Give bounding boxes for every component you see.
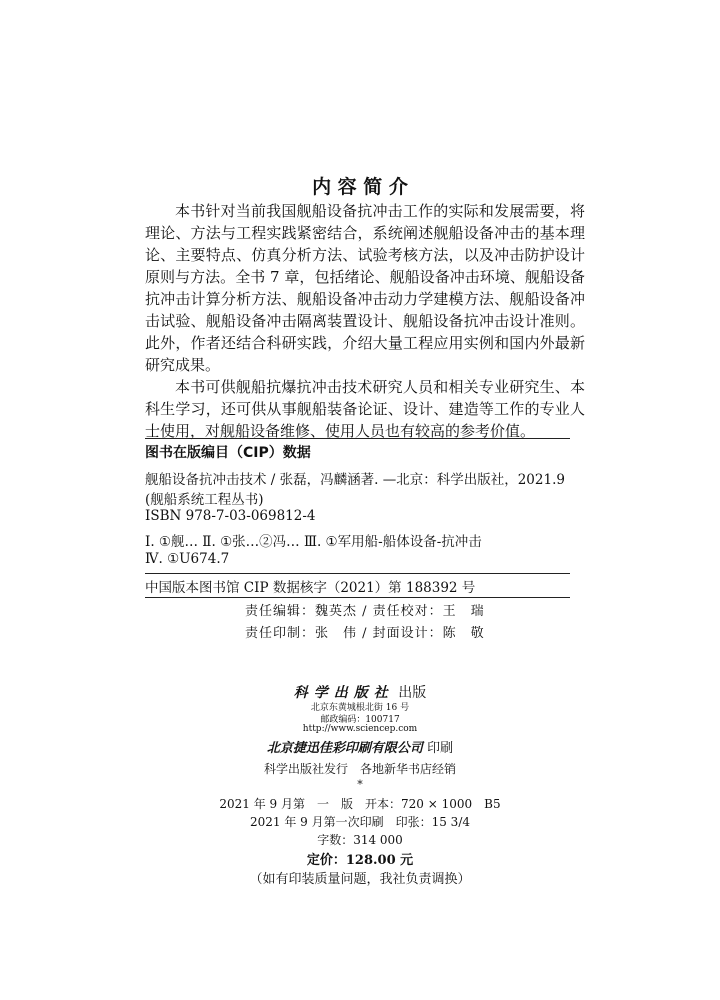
cip-bottom-rule — [145, 597, 570, 598]
cip-isbn: ISBN 978-7-03-069812-4 — [145, 508, 316, 524]
printer-logo: 北京捷迅佳彩印刷有限公司 — [266, 741, 423, 756]
publisher-line — [0, 682, 720, 702]
publisher-postcode: 邮政编码：100717 — [320, 715, 400, 725]
cip-title-line: 舰船设备抗冲击技术 / 张磊，冯麟涵著. —北京：科学出版社，2021.9 — [145, 472, 565, 488]
cip-top-rule — [145, 438, 570, 439]
page-title: 内 容 简 介 — [312, 176, 408, 198]
publisher-url: http://www.sciencep.com — [302, 724, 418, 734]
credits-line-2: 责任印制：张 伟 / 封面设计：陈 敬 — [245, 626, 485, 641]
price-label: 定价： — [306, 853, 346, 868]
cip-number: 中国版本图书馆 CIP 数据核字（2021）第 188392 号 — [145, 580, 476, 596]
intro-paragraph-1: 本书针对当前我国舰船设备抗冲击工作的实际和发展需要，将理论、方法与工程实践紧密结合，系统阐述舰船设备冲击的基本理论、主要特点、仿真分析方法、试验考核方法，以及冲击防护设计原则与方法。全书 7 章，包括绪论、舰船设备冲击环境、舰船设备抗冲击计算分析方法、舰船设备冲击动力学建模方法、舰船设备冲击试验、舰船设备冲击隔离装置设计、舰船设备抗冲击设计准则。此外，作者还结合科研实践，介绍大量工程应用实例和国内外最新研究成果。 — [145, 202, 585, 374]
cip-classification-2: Ⅳ. ①U674.7 — [145, 551, 230, 567]
cip-classification: Ⅰ. ①舰… Ⅱ. ①张…②冯… Ⅲ. ①军用船-船体设备-抗冲击 — [145, 534, 482, 550]
publisher-logo: 科学出版社 — [293, 685, 394, 701]
word-count: 字数：314 000 — [317, 833, 403, 847]
credits-line-1: 责任编辑：魏英杰 / 责任校对：王 瑞 — [245, 604, 485, 619]
printer-line — [0, 737, 720, 756]
intro-text — [145, 200, 585, 442]
cip-series: (舰船系统工程丛书) — [145, 492, 264, 508]
edition-line-2: 2021 年 9 月第一次印刷 印张：15 3/4 — [249, 815, 470, 829]
separator-star: * — [357, 778, 363, 791]
printer-suffix: 印刷 — [427, 741, 454, 756]
publisher-address: 北京东黄城根北街 16 号 — [310, 703, 410, 713]
distribution-line: 科学出版社发行 各地新华书店经销 — [263, 762, 456, 776]
publisher-suffix: 出版 — [398, 685, 427, 701]
price-line — [0, 849, 720, 868]
edition-line-1: 2021 年 9 月第 一 版 开本：720 × 1000 B5 — [219, 797, 501, 811]
cip-heading: 图书在版编目（CIP）数据 — [145, 445, 311, 461]
quality-notice: （如有印装质量问题，我社负责调换） — [249, 872, 471, 887]
intro-paragraph-2: 本书可供舰船抗爆抗冲击技术研究人员和相关专业研究生、本科生学习，还可供从事舰船装备论证、设计、建造等工作的专业人士使用，对舰船设备维修、使用人员也有较高的参考价值。 — [145, 378, 585, 440]
cip-mid-rule — [145, 573, 570, 574]
price-value: 128.00 元 — [345, 853, 414, 868]
